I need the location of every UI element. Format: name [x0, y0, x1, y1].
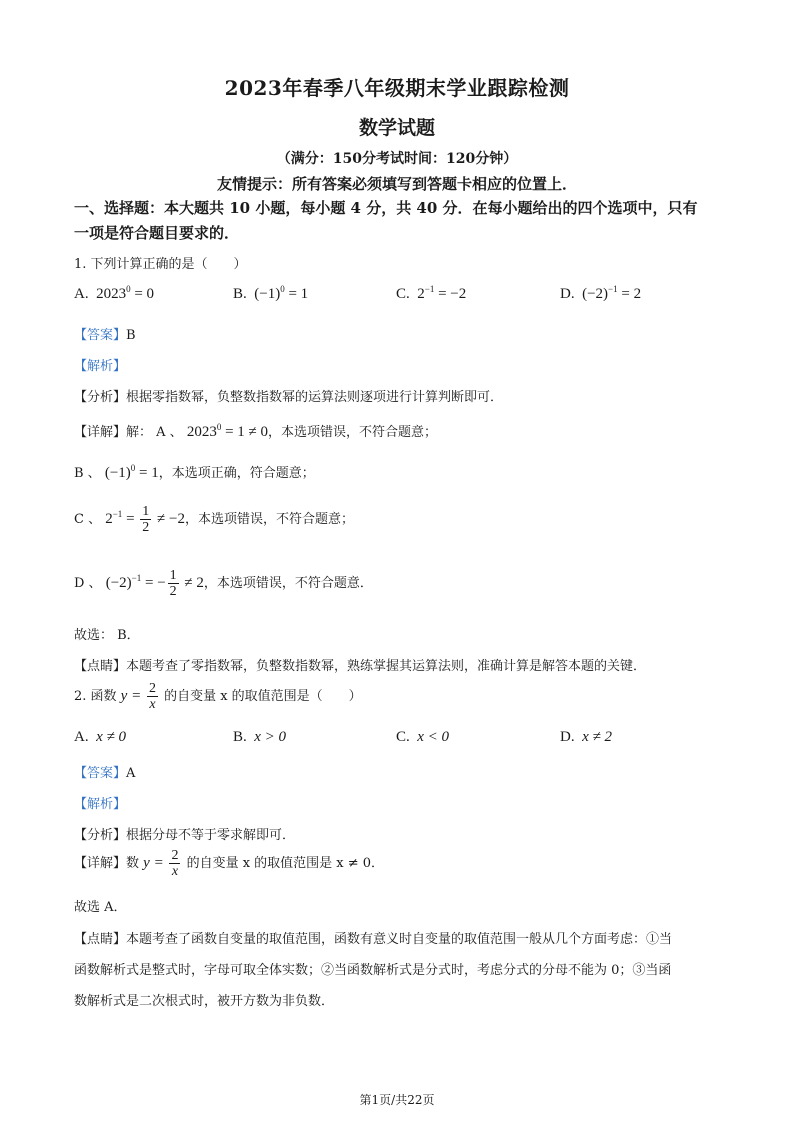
q2-stem-y: y = — [120, 688, 145, 704]
q2-fenxi-tag: 【分析】 — [74, 828, 127, 843]
q1-fenxi-text: 根据零指数幂，负整数指数幂的运算法则逐项进行计算判断即可． — [126, 390, 504, 405]
q1-option-c-base: 2 — [417, 286, 425, 302]
q2-stem-prefix: 2. 函数 — [74, 689, 121, 704]
q1-detail-c — [74, 504, 354, 535]
q1-detail-d-text: ，本选项错误，不符合题意． — [203, 576, 373, 591]
q2-stem — [74, 681, 362, 712]
q1-detail-b-base: (−1) — [104, 465, 131, 481]
q1-dianjing — [74, 655, 646, 674]
q2-fenxi-text: 根据分母不等于零求解即可． — [126, 828, 296, 843]
section-heading-line1: 一、选择题：本大题共 10 小题，每小题 4 分，共 40 分．在每小题给出的四个选项中，只有 — [74, 199, 698, 217]
q1-detail-c-numerator: 1 — [142, 504, 150, 519]
q1-option-a-label: A. — [74, 286, 89, 302]
q1-detail-d-numerator: 1 — [169, 568, 177, 583]
q2-detail-prefix: 数 — [126, 856, 144, 871]
q2-option-b — [233, 729, 286, 746]
q2-detail-suffix: 的自变量 x 的取值范围是 x ≠ 0． — [182, 856, 385, 871]
q2-dianjing-text1: 本题考查了函数自变量的取值范围，函数有意义时自变量的取值范围一般从几个方面考虑：①当 — [126, 932, 673, 947]
q2-option-b-label: B. — [233, 729, 247, 745]
q1-detail-d-denominator: 2 — [169, 584, 177, 599]
q1-option-d — [560, 286, 641, 303]
q1-detail-c-tail: ≠ −2 — [153, 511, 185, 527]
section-heading-line2: 一项是符合题目要求的． — [74, 224, 240, 242]
q1-detail-d — [74, 568, 373, 599]
q2-option-d-label: D. — [560, 729, 575, 745]
q1-dianjing-tag: 【点睛】 — [74, 659, 127, 674]
q1-option-d-label: D. — [560, 286, 575, 302]
q1-option-a-exp: 0 — [126, 284, 131, 294]
q1-detail-c-exp: −1 — [112, 509, 123, 519]
q1-option-d-base: (−2) — [582, 286, 609, 302]
q2-detail-fraction — [169, 848, 180, 879]
q1-choose: 故选： B． — [74, 628, 140, 643]
q1-analysis-tag: 【解析】 — [74, 359, 127, 374]
q2-dianjing-line1 — [74, 928, 672, 947]
q2-dianjing-line3: 数解析式是二次根式时，被开方数为非负数． — [74, 994, 335, 1009]
q1-detail-a-base: 2023 — [186, 424, 217, 440]
q1-detail-c-base: 2 — [105, 511, 113, 527]
q1-option-c-label: C. — [396, 286, 410, 302]
q1-detail-d-tail: ≠ 2 — [180, 575, 204, 591]
q2-option-d — [560, 729, 612, 746]
q1-detail-c-fraction — [140, 504, 151, 535]
exam-info: （满分：150分考试时间：120分钟） — [276, 151, 518, 167]
q2-detail-denominator: x — [171, 864, 179, 879]
q1-option-b-rest: = 1 — [284, 286, 309, 302]
q2-stem-numerator: 2 — [148, 681, 156, 696]
q1-detail-b — [74, 462, 315, 482]
q1-answer-tag: 【答案】 — [74, 328, 127, 343]
q2-analysis-tag: 【解析】 — [74, 797, 127, 812]
q1-option-b-label: B. — [233, 286, 247, 302]
q1-detail-a-math: = 1 ≠ 0 — [221, 424, 269, 440]
q2-option-d-math: x ≠ 2 — [582, 729, 612, 745]
q1-answer-value: B — [126, 328, 136, 343]
q2-fenxi — [74, 824, 295, 843]
q2-stem-denominator: x — [149, 697, 156, 712]
q2-option-c-label: C. — [396, 729, 410, 745]
q1-detail-b-math: = 1 — [135, 465, 159, 481]
q1-option-d-exp: −1 — [608, 284, 618, 294]
q2-option-a-math: x ≠ 0 — [96, 729, 126, 745]
q1-option-b-exp: 0 — [280, 284, 285, 294]
q1-fenxi — [74, 386, 503, 405]
q2-stem-fraction — [147, 681, 158, 712]
q1-detail-b-prefix: B 、 — [74, 466, 101, 481]
q1-option-c — [396, 286, 466, 303]
q1-detail-d-fraction — [168, 568, 179, 599]
q1-detail-d-prefix: D 、 — [74, 576, 102, 591]
exam-subtitle: 数学试题 — [358, 117, 435, 139]
q2-detail-y: y = — [143, 855, 168, 871]
q1-dianjing-text: 本题考查了零指数幂，负整数指数幂，熟练掌握其运算法则，准确计算是解答本题的关键． — [126, 659, 647, 674]
q1-option-c-rest: = −2 — [434, 286, 467, 302]
q1-detail-c-text: ，本选项错误，不符合题意； — [184, 512, 354, 527]
q1-detail-c-eq: = — [122, 511, 139, 527]
q1-detail-d-base: (−2) — [105, 575, 132, 591]
q2-answer-tag: 【答案】 — [74, 766, 127, 781]
page-number: 第1页/共22页 — [359, 1093, 435, 1107]
q1-stem: 1. 下列计算正确的是（ ） — [74, 257, 247, 272]
q2-detail — [74, 848, 384, 879]
q1-option-a-base: 2023 — [96, 286, 127, 302]
q2-detail-tag: 【详解】 — [74, 856, 127, 871]
q2-answer — [74, 762, 135, 781]
exam-title: 2023年春季八年级期末学业跟踪检测 — [224, 76, 570, 100]
q1-option-b — [233, 286, 308, 303]
q2-detail-numerator: 2 — [171, 848, 179, 863]
q1-detail-a-prefix: 解： A 、 — [126, 425, 183, 440]
q1-detail-tag: 【详解】 — [74, 425, 127, 440]
q2-option-a-label: A. — [74, 729, 89, 745]
q1-option-a-rest: = 0 — [130, 286, 155, 302]
q1-detail-c-denominator: 2 — [142, 520, 150, 535]
q1-detail-a-exp: 0 — [216, 422, 222, 432]
q2-stem-suffix: 的自变量 x 的取值范围是（ ） — [159, 689, 362, 704]
q1-detail-d-eq: = − — [141, 575, 166, 591]
q1-option-a — [74, 286, 154, 303]
q2-option-c-math: x < 0 — [417, 729, 450, 745]
q1-option-b-base: (−1) — [254, 286, 281, 302]
q2-option-a — [74, 729, 126, 746]
q1-detail-a-text: ，本选项错误，不符合题意； — [268, 425, 438, 440]
q1-detail-d-exp: −1 — [131, 573, 142, 583]
q2-choose: 故选 A． — [74, 900, 127, 915]
q2-dianjing-tag: 【点睛】 — [74, 932, 127, 947]
q1-detail-a — [74, 421, 437, 441]
q1-detail-b-exp: 0 — [130, 463, 136, 473]
q1-option-c-exp: −1 — [424, 284, 435, 294]
exam-notice: 友情提示：所有答案必须填写到答题卡相应的位置上． — [216, 175, 577, 193]
q2-option-c — [396, 729, 449, 746]
q1-detail-b-text: ，本选项正确，符合题意； — [158, 466, 315, 481]
q2-dianjing-line2: 函数解析式是整式时，字母可取全体实数；②当函数解析式是分式时，考虑分式的分母不能为 0；③当函 — [74, 963, 672, 978]
q2-option-b-math: x > 0 — [254, 729, 287, 745]
q1-detail-c-prefix: C 、 — [74, 512, 102, 527]
q1-fenxi-tag: 【分析】 — [74, 390, 127, 405]
q1-answer — [74, 324, 136, 343]
q2-answer-value: A — [126, 766, 136, 781]
q1-option-d-rest: = 2 — [617, 286, 642, 302]
